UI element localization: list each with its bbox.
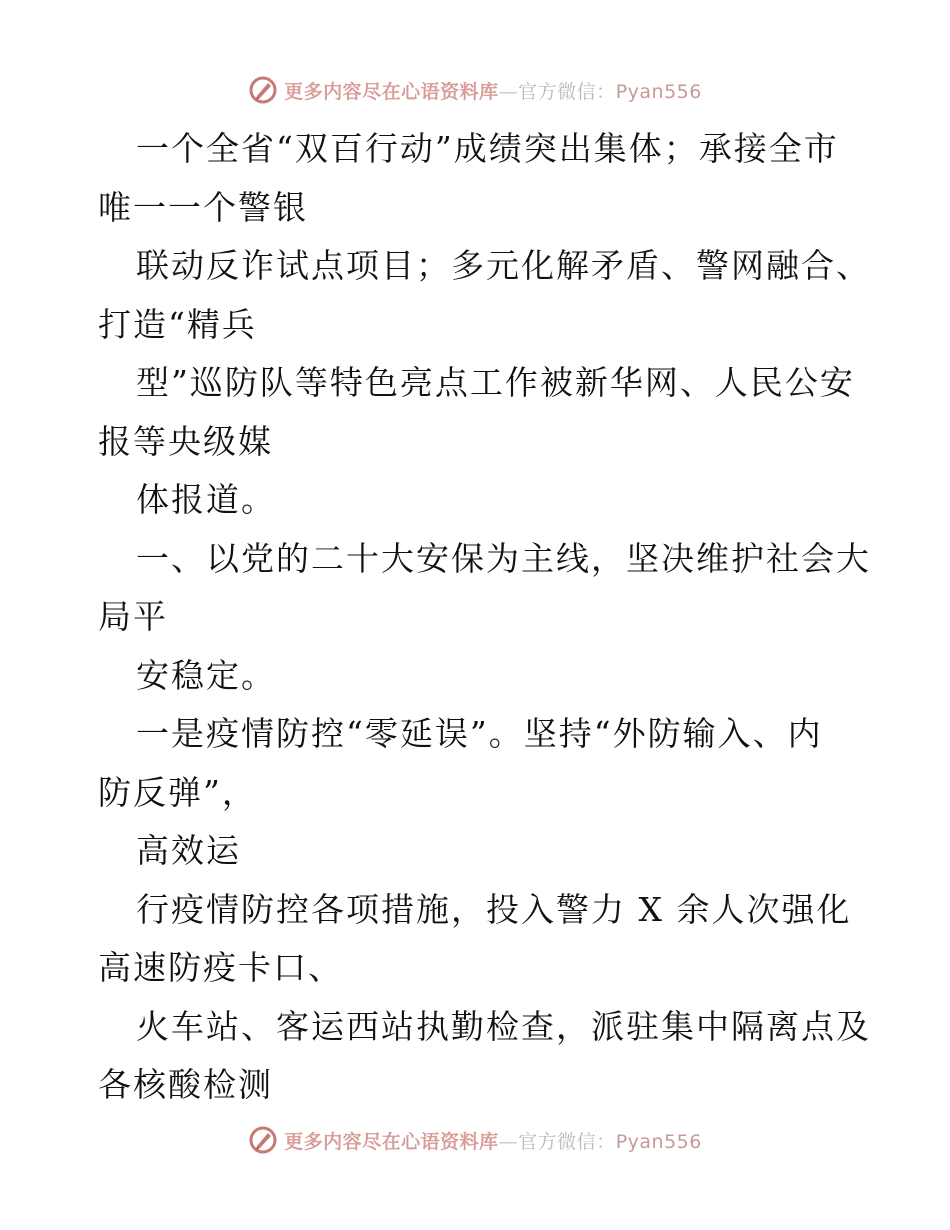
text-line: 唯一一个警银 (98, 187, 308, 227)
watermark-subtitle: 官方微信： (518, 80, 616, 103)
text-line: 一是疫情防控“零延误”。坚持“外防输入、内 (136, 714, 823, 753)
text-line: 一个全省“双百行动”成绩突出集体；承接全市 (136, 129, 839, 168)
pen-logo-icon (248, 1125, 278, 1155)
footer-watermark (0, 1120, 950, 1160)
watermark-id: Pyan556 (615, 1130, 702, 1153)
text-line: 高效运 (136, 831, 241, 870)
watermark-main: 更多内容尽在心语资料库 (284, 1130, 499, 1153)
text-line: 打造“精兵 (98, 304, 257, 344)
watermark-separator: — (498, 1130, 519, 1153)
text-line: 安稳定。 (136, 655, 276, 695)
text-line: 联动反诈试点项目；多元化解矛盾、警网融合、 (136, 246, 871, 285)
pen-logo-icon (248, 75, 278, 105)
text-line: 报等央级媒 (98, 421, 273, 461)
document-body (98, 120, 871, 1115)
text-line: 体报道。 (136, 480, 276, 519)
text-line: 型”巡防队等特色亮点工作被新华网、人民公安 (136, 363, 855, 402)
text-line: 各核酸检测 (98, 1065, 273, 1104)
header-watermark (0, 70, 950, 110)
watermark-main: 更多内容尽在心语资料库 (284, 80, 499, 103)
text-line: 行疫情防控各项措施，投入警力 X 余人次强化 (136, 889, 852, 929)
text-line: 防反弹”， (98, 772, 257, 812)
text-line: 火车站、客运西站执勤检查，派驻集中隔离点及 (136, 1006, 871, 1046)
text-line: 一、以党的二十大安保为主线，坚决维护社会大 (136, 538, 871, 578)
watermark-subtitle: 官方微信： (518, 1130, 616, 1153)
text-line: 局平 (98, 597, 168, 636)
text-line: 高速防疫卡口、 (98, 948, 343, 987)
watermark-id: Pyan556 (615, 80, 702, 103)
watermark-text (284, 77, 702, 104)
watermark-separator: — (498, 80, 519, 103)
watermark-text (284, 1127, 702, 1154)
